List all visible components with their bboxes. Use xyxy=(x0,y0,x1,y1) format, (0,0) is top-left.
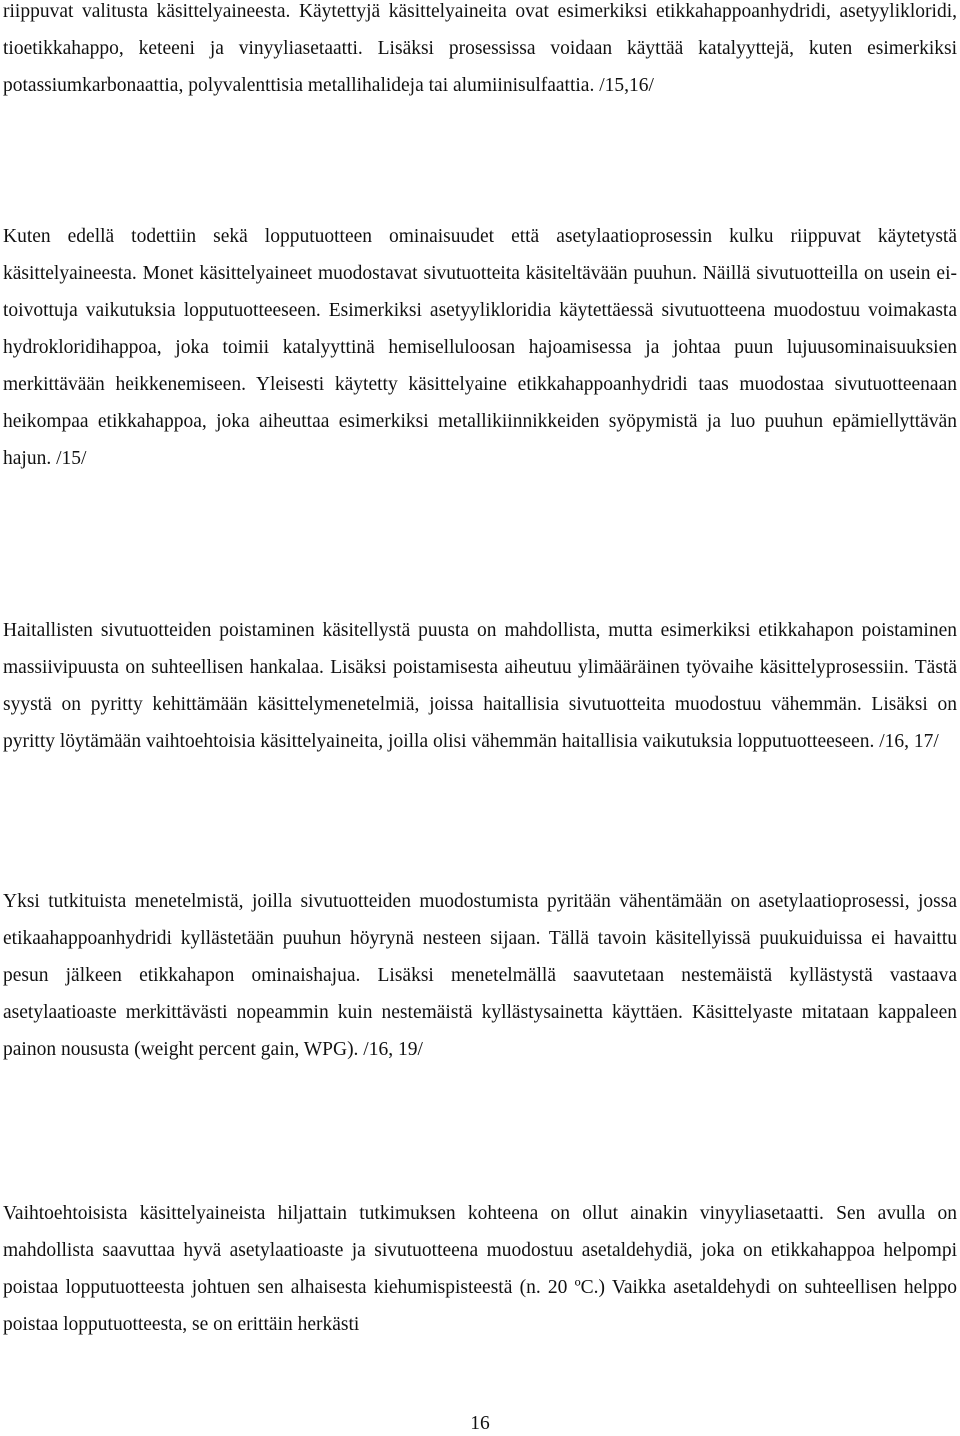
page-number: 16 xyxy=(470,1413,490,1434)
paragraph-vinyl-acetate: Vaihtoehtoisista käsittelyaineista hiljattain tutkimuksen kohteena on ollut ainakin vinyyliasetaatti. Sen avulla on mahdollista saavuttaa hyvä asetylaatioaste ja sivutuotteena muodostuu asetaldehydiä, joka on etikkahappoa helpompi poistaa lopputuotteesta johtuen sen alhaisesta kiehumispisteestä (n. 20 ºC.) Vaikka asetaldehydi on suhteellisen helppo poistaa lopputuotteesta, se on erittäin herkästi xyxy=(3,1203,957,1335)
paragraph-treatment-agents: riippuvat valitusta käsittelyaineesta. Käytettyjä käsittelyaineita ovat esimerkiksi etikkahappoanhydridi, asetyylikloridi, tioetikkahappo, keteeni ja vinyyliasetaatti. Lisäksi prosessissa voidaan käyttää katalyyttejä, kuten esimerkiksi potassiumkarbonaattia, polyvalenttisia metallihalideja tai alumiinisulfaattia. /15,16/ xyxy=(3,1,957,96)
paragraph-byproduct-removal: Haitallisten sivutuotteiden poistaminen käsitellystä puusta on mahdollista, mutta esimerkiksi etikkahapon poistaminen massiivipuusta on suhteellisen hankalaa. Lisäksi poistamisesta aiheutuu ylimääräinen työvaihe käsittelyprosessiin. Tästä syystä on pyritty kehittämään käsittelymenetelmiä, joissa haitallisia sivutuotteita muodostuu vähemmän. Lisäksi on pyritty löytämään vaihtoehtoisia käsittelyaineita, joilla olisi vähemmän haitallisia vaikutuksia lopputuotteeseen. /16, 17/ xyxy=(3,620,957,752)
paragraph-byproducts: Kuten edellä todettiin sekä lopputuotteen ominaisuudet että asetylaatioprosessin kulku riippuvat käytetystä käsittelyaineesta. Monet käsittelyaineet muodostavat sivutuotteita käsiteltävään puuhun. Näillä sivutuotteilla on usein ei-toivottuja vaikutuksia lopputuotteeseen. Esimerkiksi asetyylikloridia käytettäessä sivutuotteena muodostuu voimakasta hydrokloridihappoa, joka toimii katalyyttinä hemiselluloosan hajoamisessa ja johtaa puun lujuusominaisuuksien merkittävään heikkenemiseen. Yleisesti käytetty käsittelyaine etikkahappoanhydridi taas muodostaa sivutuotteenaan heikompaa etikkahappoa, joka aiheuttaa esimerkiksi metallikiinnikkeiden syöpymistä ja luo puuhun epämiellyttävän hajun. /15/ xyxy=(3,226,957,469)
paragraph-vapor-acetylation: Yksi tutkituista menetelmistä, joilla sivutuotteiden muodostumista pyritään vähentämään on asetylaatioprosessi, jossa etikaahappoanhydridi kyllästetään puuhun höyrynä nesteen sijaan. Tällä tavoin käsitellyissä puukuiduissa ei havaittu pesun jälkeen etikkahapon ominaishajua. Lisäksi menetelmällä saavutetaan nestemäistä kyllästystä vastaava asetylaatioaste merkittävästi nopeammin kuin nestemäistä kyllästysainetta käyttäen. Käsittelyaste mitataan kappaleen painon noususta (weight percent gain, WPG). /16, 19/ xyxy=(3,891,957,1060)
